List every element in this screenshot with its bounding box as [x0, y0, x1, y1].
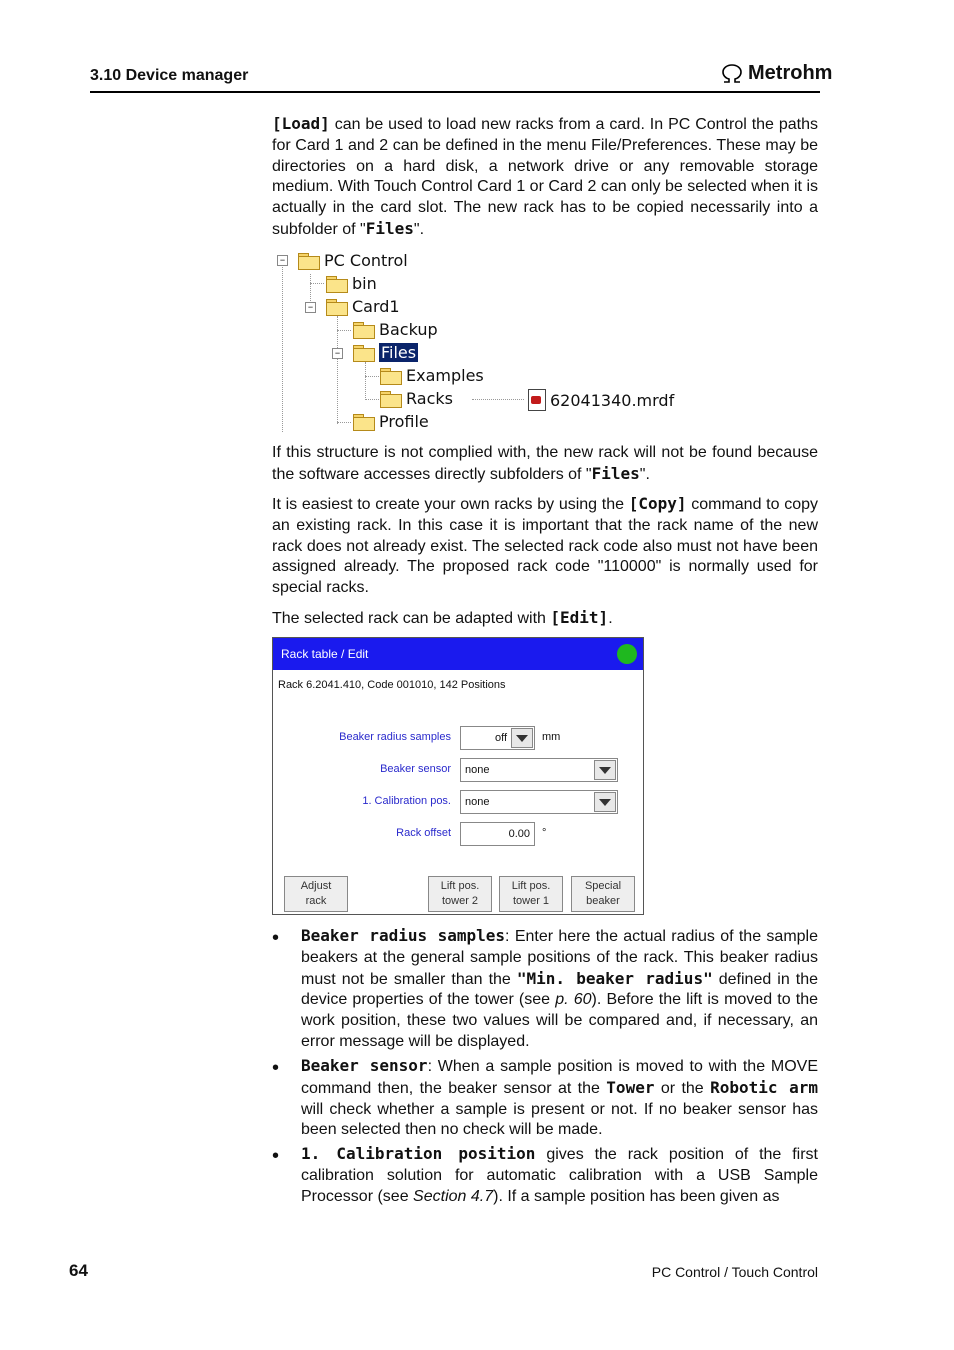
beaker-sensor-label: Beaker sensor [380, 763, 451, 775]
button-label: rack [305, 895, 327, 907]
input-value: 0.00 [508, 828, 530, 840]
folder-icon [353, 322, 375, 338]
tree-node-files[interactable] [353, 343, 418, 362]
folder-icon [326, 276, 348, 292]
chevron-down-icon[interactable] [594, 760, 616, 780]
dialog-title-bar [273, 638, 643, 670]
text: The selected rack can be adapted with [272, 610, 551, 627]
chevron-down-icon[interactable] [594, 792, 616, 812]
status-indicator-icon [617, 644, 637, 664]
text: gives the rack position of the first calibration solution for automatic calibration with a USB Sample Processor (see [301, 1146, 818, 1205]
brand-name: Metrohm [748, 62, 833, 84]
folder-icon [353, 414, 375, 430]
tree-line [365, 376, 379, 377]
rack-file[interactable] [528, 389, 674, 411]
tree-line [310, 283, 324, 284]
section-title: 3.10 Device manager [90, 67, 249, 84]
tree-line [337, 316, 338, 424]
node-label: PC Control [324, 251, 408, 270]
copy-command: [Copy] [628, 494, 687, 513]
collapse-icon[interactable]: − [277, 255, 288, 266]
dialog-title: Rack table / Edit [281, 647, 369, 661]
button-label: beaker [586, 895, 620, 907]
footer-title: PC Control / Touch Control [651, 1264, 818, 1280]
header-divider [90, 91, 820, 93]
unit-degree: ° [542, 827, 547, 839]
text: ). Before the lift is moved to the work position, these two values will be compared and, if necessary, an error message will be displayed. [301, 991, 818, 1050]
select-value: off [494, 732, 507, 744]
tree-line [282, 256, 283, 432]
button-label: Adjust [300, 880, 332, 892]
folder-icon [380, 368, 402, 384]
term: 1. Calibration position [301, 1144, 536, 1163]
beaker-radius-select[interactable] [460, 726, 535, 750]
rack-offset-label: Rack offset [396, 827, 451, 839]
chevron-down-icon[interactable] [511, 728, 533, 748]
folder-icon [298, 253, 320, 269]
text: defined in the device properties of the tower (see [301, 970, 819, 1009]
tree-node-backup[interactable] [353, 320, 438, 339]
metrohm-omega-icon [720, 64, 744, 84]
button-label: Lift pos. [511, 880, 551, 892]
bullet-icon: • [272, 1145, 280, 1167]
beaker-radius-label: Beaker radius samples [339, 731, 451, 743]
term: Robotic arm [710, 1077, 818, 1097]
page-number: 64 [69, 1261, 88, 1280]
tree-node-racks[interactable] [380, 389, 453, 408]
files-keyword: Files [365, 218, 414, 238]
text: or the [654, 1079, 711, 1097]
button-label: tower 2 [441, 895, 479, 907]
edit-command: [Edit] [550, 608, 609, 627]
button-label: Lift pos. [440, 880, 480, 892]
text: . [608, 610, 613, 627]
unit-mm: mm [542, 731, 561, 743]
text: If this structure is not complied with, the new rack will not be found because the software accesses directly subfolders of " [272, 444, 818, 483]
tree-node-examples[interactable] [380, 366, 484, 385]
rack-offset-input[interactable] [460, 822, 535, 846]
paragraph-edit [272, 608, 818, 630]
lift-pos-tower2-button[interactable] [428, 876, 492, 912]
button-label: tower 1 [512, 895, 550, 907]
paragraph-copy [272, 494, 818, 599]
page-reference: p. 60 [555, 991, 592, 1009]
select-value: none [465, 796, 490, 808]
file-label: 62041340.mrdf [550, 390, 675, 410]
node-label: Examples [406, 366, 484, 385]
rack-offset-row [273, 822, 643, 846]
folder-icon [380, 391, 402, 407]
select-value: none [465, 764, 490, 776]
bullet-icon: • [272, 927, 280, 949]
term: Beaker sensor [301, 1056, 428, 1075]
brand-logo [720, 62, 832, 85]
files-keyword: Files [591, 463, 640, 483]
node-label: Profile [379, 412, 429, 431]
calibration-row [273, 790, 643, 814]
node-label: Racks [406, 389, 453, 408]
tree-line [337, 422, 351, 423]
special-beaker-button[interactable] [571, 876, 635, 912]
rack-edit-dialog [272, 637, 644, 915]
beaker-sensor-row [273, 758, 643, 782]
text: will check whether a sample is present or not. If no beaker sensor has been selected then no check will be made. [301, 1100, 818, 1139]
rack-info: Rack 6.2041.410, Code 001010, 142 Positions [278, 679, 506, 691]
text: can be used to load new racks from a card. In PC Control the paths for Card 1 and 2 can be defined in the menu File/Preferences. These may be directories on a hard disk, a network drive or any removable storage medium. With Touch Control Card 1 or Card 2 can only be selected when it is actually in the card slot. The new rack has to be copied necessarily into a subfolder of " [272, 116, 818, 238]
beaker-radius-row [273, 726, 643, 750]
text: command to copy an existing rack. In this case it is important that the rack name of the new rack does not already exist. The selected rack code also must not have been assigned already. The proposed rack code "110000" is normally used for special racks. [272, 496, 818, 597]
button-label: Special [584, 880, 622, 892]
bullet-icon: • [272, 1057, 280, 1079]
bullet-calibration [301, 1144, 818, 1207]
text: ". [639, 465, 650, 483]
calibration-label: 1. Calibration pos. [362, 795, 451, 807]
tree-line [365, 362, 366, 400]
term: Tower [606, 1077, 655, 1097]
folder-tree-figure [272, 246, 692, 436]
tree-line [337, 330, 351, 331]
text: ). If a sample position has been given as [493, 1187, 780, 1205]
tree-line [365, 399, 379, 400]
adjust-rack-button[interactable] [284, 876, 348, 912]
tree-node-profile[interactable] [353, 412, 429, 431]
node-label: Card1 [352, 297, 400, 316]
tree-node-bin[interactable] [326, 274, 377, 293]
open-folder-icon [353, 345, 375, 361]
text: It is easiest to create your own racks by using the [272, 496, 629, 513]
folder-icon [326, 299, 348, 315]
node-label-selected: Files [381, 343, 417, 362]
collapse-icon[interactable]: − [305, 302, 316, 313]
lift-pos-tower1-button[interactable] [499, 876, 563, 912]
text: : When a sample position is moved to with the MOVE command then, the beaker sensor at the [301, 1058, 818, 1097]
text: ". [413, 220, 425, 238]
term: "Min. beaker radius" [516, 968, 713, 988]
rack-file-icon [528, 389, 546, 411]
calibration-select[interactable] [460, 790, 618, 814]
collapse-icon[interactable]: − [332, 348, 343, 359]
bullet-beaker-sensor [301, 1056, 818, 1141]
tree-node-pc-control[interactable] [298, 251, 408, 270]
bullet-beaker-radius [301, 926, 818, 1053]
beaker-sensor-select[interactable] [460, 758, 618, 782]
paragraph-structure [272, 443, 818, 486]
paragraph-load [272, 114, 818, 241]
term: Beaker radius samples [301, 926, 506, 945]
tree-node-card1[interactable] [326, 297, 400, 316]
node-label: bin [352, 274, 377, 293]
text: : Enter here the actual radius of the sample beakers at the general sample positions of the rack. This beaker radius must not be smaller than the [301, 928, 818, 988]
load-command: [Load] [272, 114, 330, 133]
tree-line [472, 399, 524, 400]
node-label: Backup [379, 320, 438, 339]
section-reference: Section 4.7 [413, 1187, 494, 1205]
